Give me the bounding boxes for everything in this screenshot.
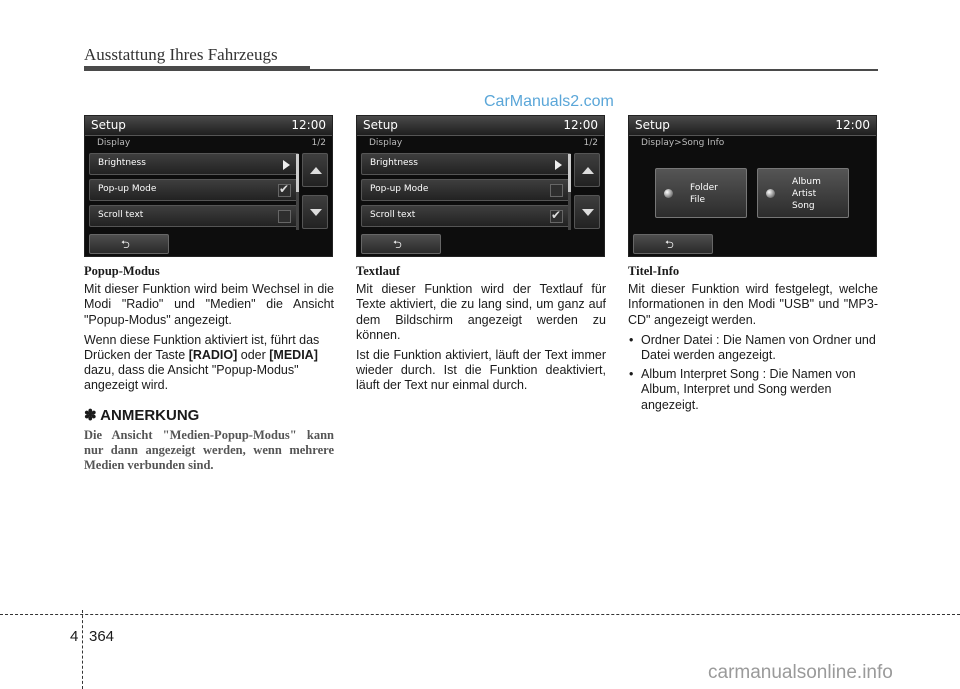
checkbox-unchecked-icon[interactable]: [278, 210, 291, 223]
footer-vertical-rule: [82, 610, 83, 689]
screen-subtitle: Display: [369, 138, 403, 148]
screen-page-indicator: 1/2: [311, 138, 326, 148]
menu-item-brightness[interactable]: [361, 153, 571, 175]
column-scroll-text: [356, 264, 606, 399]
screen-popup-mode: [84, 115, 333, 257]
menu-item-label: Brightness: [98, 158, 146, 168]
note-title: ✽ ANMERKUNG: [84, 407, 200, 424]
back-button[interactable]: [633, 234, 713, 254]
screen-topbar: [629, 116, 876, 136]
menu-item-scroll-text[interactable]: [361, 205, 571, 227]
watermark-top: CarManuals2.com: [484, 93, 614, 110]
arrow-right-icon: [283, 160, 290, 170]
paragraph: Mit dieser Funktion wird festgelegt, welche Informationen in den Modi "USB" und "MP3-CD" angezeigt werden.: [628, 282, 878, 327]
page-number: 364: [89, 628, 115, 645]
chapter-number: 4: [70, 628, 79, 645]
screen-page-indicator: 1/2: [583, 138, 598, 148]
scrollbar[interactable]: [568, 154, 571, 230]
scrollbar[interactable]: [296, 154, 299, 230]
checkbox-unchecked-icon[interactable]: [550, 184, 563, 197]
menu-item-brightness[interactable]: [89, 153, 299, 175]
screen-title: Setup: [635, 118, 670, 132]
menu-item-label: Pop-up Mode: [98, 184, 157, 194]
option-line: Artist: [792, 189, 817, 199]
scrollbar-thumb[interactable]: [296, 154, 299, 192]
menu-item-label: Brightness: [370, 158, 418, 168]
paragraph: Wenn diese Funktion aktiviert ist, führt das Drücken der Taste [RADIO] oder [MEDIA] dazu, dass die Ansicht "Popup-Modus" angezeigt wird.: [84, 332, 320, 393]
page-header-title: Ausstattung Ihres Fahrzeugs: [84, 45, 278, 64]
option-line: File: [690, 195, 706, 205]
screen-title: Setup: [91, 118, 126, 132]
scroll-down-button[interactable]: [302, 195, 328, 229]
bullet-list: [628, 333, 878, 413]
back-arrow-icon: ⮌: [393, 239, 402, 251]
list-item: • Album Interpret Song : Die Namen von Album, Interpret und Song werden angezeigt.: [628, 367, 878, 413]
screen-title: Setup: [363, 118, 398, 132]
option-line: Folder: [690, 183, 718, 193]
checkbox-checked-icon[interactable]: [278, 184, 291, 197]
screen-scroll-text: [356, 115, 605, 257]
menu-item-scroll-text[interactable]: [89, 205, 299, 227]
menu-item-label: Scroll text: [98, 210, 144, 220]
arrow-right-icon: [555, 160, 562, 170]
note-body: Die Ansicht "Medien-Popup-Modus" kann nur dann angezeigt werden, wenn mehrere Medien verbunden sind.: [84, 428, 334, 472]
menu-item-popup-mode[interactable]: [89, 179, 299, 201]
scroll-up-button[interactable]: [302, 153, 328, 187]
paragraph: Mit dieser Funktion wird der Textlauf für Texte aktiviert, die zu lang sind, um ganz auf dem Bildschirm angezeigt werden zu können.: [356, 282, 606, 342]
paragraph: Ist die Funktion aktiviert, läuft der Text immer wieder durch. Ist die Funktion deaktiviert, läuft der Text nur einmal durch.: [356, 348, 606, 393]
option-line: Album: [792, 177, 821, 187]
screen-topbar: [357, 116, 604, 136]
paragraph: Mit dieser Funktion wird beim Wechsel in die Modi "Radio" und "Medien" die Ansicht "Popup-Modus" angezeigt.: [84, 282, 334, 327]
scroll-up-button[interactable]: [574, 153, 600, 187]
screen-subtitle: Display>Song Info: [641, 138, 725, 148]
scroll-down-button[interactable]: [574, 195, 600, 229]
radio-knob-icon: [766, 189, 775, 198]
radio-knob-icon: [664, 189, 673, 198]
header-rule-thin: [310, 69, 878, 71]
back-arrow-icon: ⮌: [665, 239, 674, 251]
screen-clock: 12:00: [835, 118, 870, 132]
header-rule-thick: [84, 66, 310, 71]
menu-item-popup-mode[interactable]: [361, 179, 571, 201]
menu-item-label: Scroll text: [370, 210, 416, 220]
checkbox-checked-icon[interactable]: [550, 210, 563, 223]
screen-song-info: [628, 115, 877, 257]
section-heading: Textlauf: [356, 264, 400, 278]
screen-topbar: [85, 116, 332, 136]
menu-item-label: Pop-up Mode: [370, 184, 429, 194]
back-button[interactable]: [361, 234, 441, 254]
footer-horizontal-rule: [0, 614, 960, 615]
watermark-bottom: carmanualsonline.info: [708, 662, 893, 683]
album-artist-song-option[interactable]: [757, 168, 849, 218]
folder-file-option[interactable]: [655, 168, 747, 218]
screen-clock: 12:00: [563, 118, 598, 132]
back-button[interactable]: [89, 234, 169, 254]
section-heading: Popup-Modus: [84, 264, 160, 278]
scrollbar-thumb[interactable]: [568, 154, 571, 192]
screen-subtitle: Display: [97, 138, 131, 148]
screen-clock: 12:00: [291, 118, 326, 132]
column-popup-mode: [84, 264, 334, 399]
section-heading: Titel-Info: [628, 264, 680, 278]
key-radio: [RADIO]: [188, 348, 238, 363]
column-song-info: [628, 264, 878, 417]
back-arrow-icon: ⮌: [121, 239, 130, 251]
option-line: Song: [792, 201, 815, 211]
key-media: [MEDIA]: [269, 348, 318, 363]
list-item: • Ordner Datei : Die Namen von Ordner und Datei werden angezeigt.: [628, 333, 878, 363]
